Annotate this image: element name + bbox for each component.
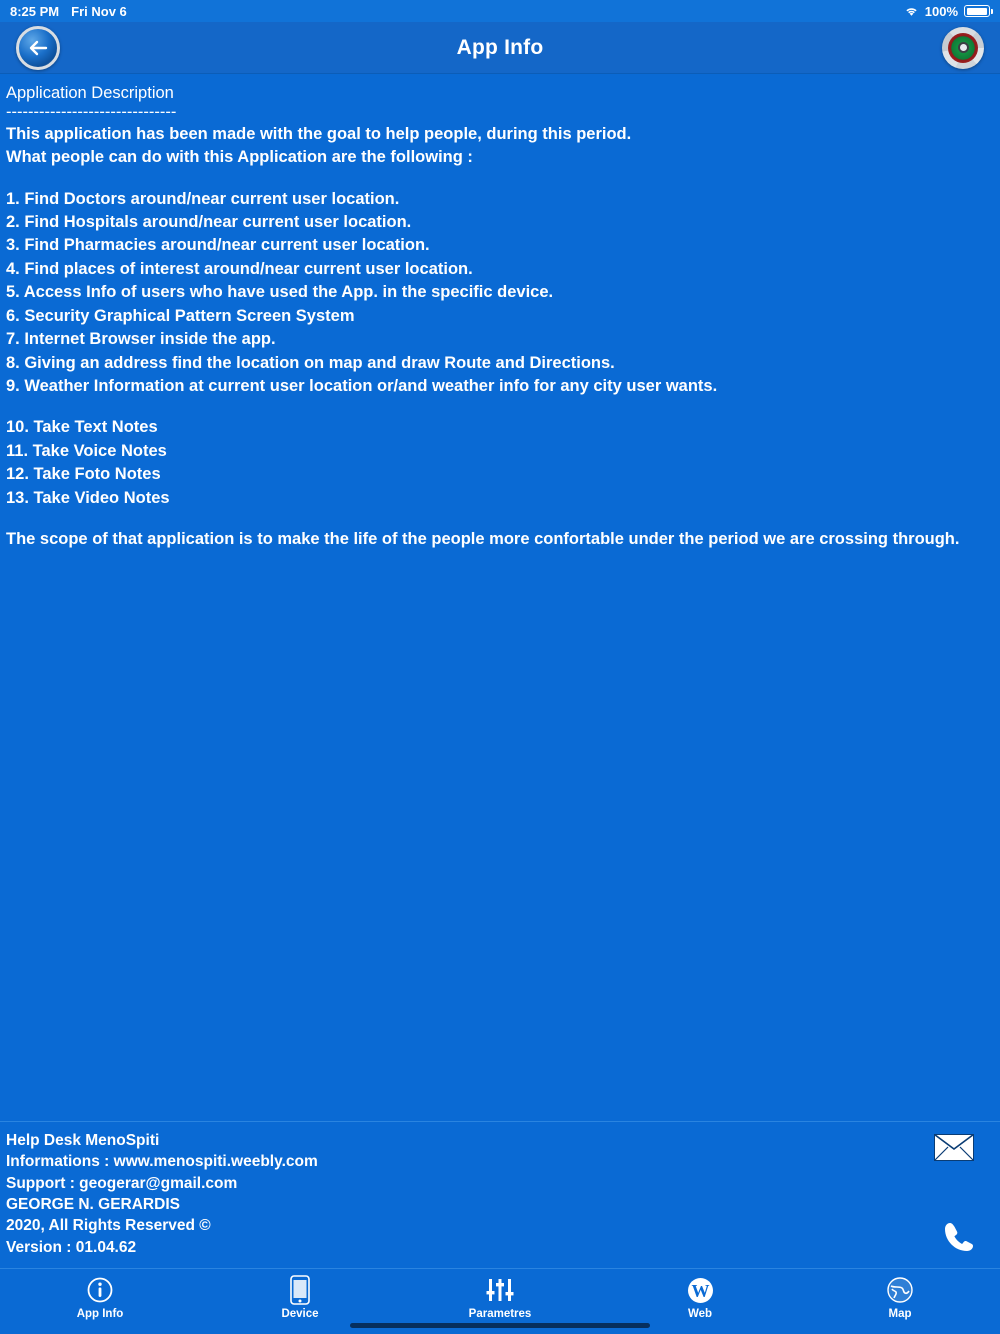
tab-label: Map: [888, 1308, 912, 1320]
support-line: Support : geogerar@gmail.com: [6, 1174, 238, 1192]
mail-icon[interactable]: [934, 1134, 974, 1161]
info-circle-icon: [87, 1275, 113, 1305]
list-item: 9. Weather Information at current user location or/and weather info for any city user wants.: [6, 376, 718, 395]
status-time: 8:25 PM: [10, 3, 60, 19]
tab-map[interactable]: [800, 1275, 1000, 1320]
tab-web[interactable]: [600, 1275, 800, 1320]
description-divider: -------------------------------: [6, 103, 177, 122]
wifi-icon: [904, 5, 919, 17]
globe-icon: [887, 1275, 913, 1305]
list-item: 12. Take Foto Notes: [6, 465, 161, 484]
spacer-2: [6, 398, 994, 416]
svg-text:W: W: [691, 1280, 709, 1301]
tab-label: Parametres: [468, 1308, 532, 1320]
back-button[interactable]: [16, 26, 60, 70]
sliders-icon: [486, 1275, 514, 1305]
description-title: Application Description: [6, 84, 174, 102]
intro-line-2: What people can do with this Application are the following :: [6, 148, 473, 167]
list-item: 11. Take Voice Notes: [6, 441, 167, 460]
tab-label: Web: [687, 1308, 713, 1320]
informations-line: Informations : www.menospiti.weebly.com: [6, 1153, 318, 1171]
navigation-bar: [0, 22, 1000, 74]
tab-label: App Info: [76, 1308, 124, 1320]
list-item: 8. Giving an address find the location on map and draw Route and Directions.: [6, 353, 615, 372]
list-item: 3. Find Pharmacies around/near current user location.: [6, 236, 430, 255]
intro-line-1: This application has been made with the goal to help people, during this period.: [6, 124, 632, 143]
smartphone-icon: [290, 1275, 310, 1305]
wordpress-icon: [687, 1275, 714, 1305]
author-line: GEORGE N. GERARDIS: [6, 1195, 180, 1213]
list-item: 6. Security Graphical Pattern Screen System: [6, 306, 355, 325]
list-item: 13. Take Video Notes: [6, 488, 170, 507]
tab-device[interactable]: [200, 1275, 400, 1320]
back-arrow-icon: [26, 36, 50, 60]
battery-percent-label: 100%: [924, 3, 958, 19]
settings-button[interactable]: [942, 27, 984, 69]
status-bar-left: [10, 4, 127, 19]
battery-icon: [964, 5, 990, 17]
spacer-1: [6, 170, 994, 188]
app-info-content: [0, 74, 1000, 1121]
phone-icon[interactable]: [942, 1220, 976, 1254]
list-item: 7. Internet Browser inside the app.: [6, 330, 276, 349]
list-item: 5. Access Info of users who have used the App. in the specific device.: [6, 283, 554, 302]
status-date: Fri Nov 6: [71, 3, 127, 19]
footer-info: [0, 1121, 1000, 1268]
spacer-3: [6, 510, 994, 528]
rights-line: 2020, All Rights Reserved ©: [6, 1217, 211, 1235]
feature-list: [6, 188, 994, 399]
status-bar: [0, 0, 1000, 22]
version-line: Version : 01.04.62: [6, 1238, 137, 1256]
tab-label: Device: [281, 1308, 319, 1320]
tab-parametres[interactable]: [400, 1275, 600, 1320]
home-indicator[interactable]: [350, 1323, 650, 1328]
page-title: App Info: [456, 35, 544, 59]
help-desk-line: Help Desk MenoSpiti: [6, 1131, 160, 1149]
list-item: 4. Find places of interest around/near current user location.: [6, 259, 473, 278]
status-bar-right: [904, 4, 990, 19]
gear-icon: [948, 33, 978, 63]
list-item: 1. Find Doctors around/near current user location.: [6, 189, 400, 208]
tab-app-info[interactable]: [0, 1275, 200, 1320]
closing-paragraph: The scope of that application is to make the life of the people more confortable under the period we are crossing through.: [6, 530, 960, 549]
list-item: 10. Take Text Notes: [6, 418, 158, 437]
notes-list: [6, 416, 994, 510]
list-item: 2. Find Hospitals around/near current user location.: [6, 213, 412, 232]
